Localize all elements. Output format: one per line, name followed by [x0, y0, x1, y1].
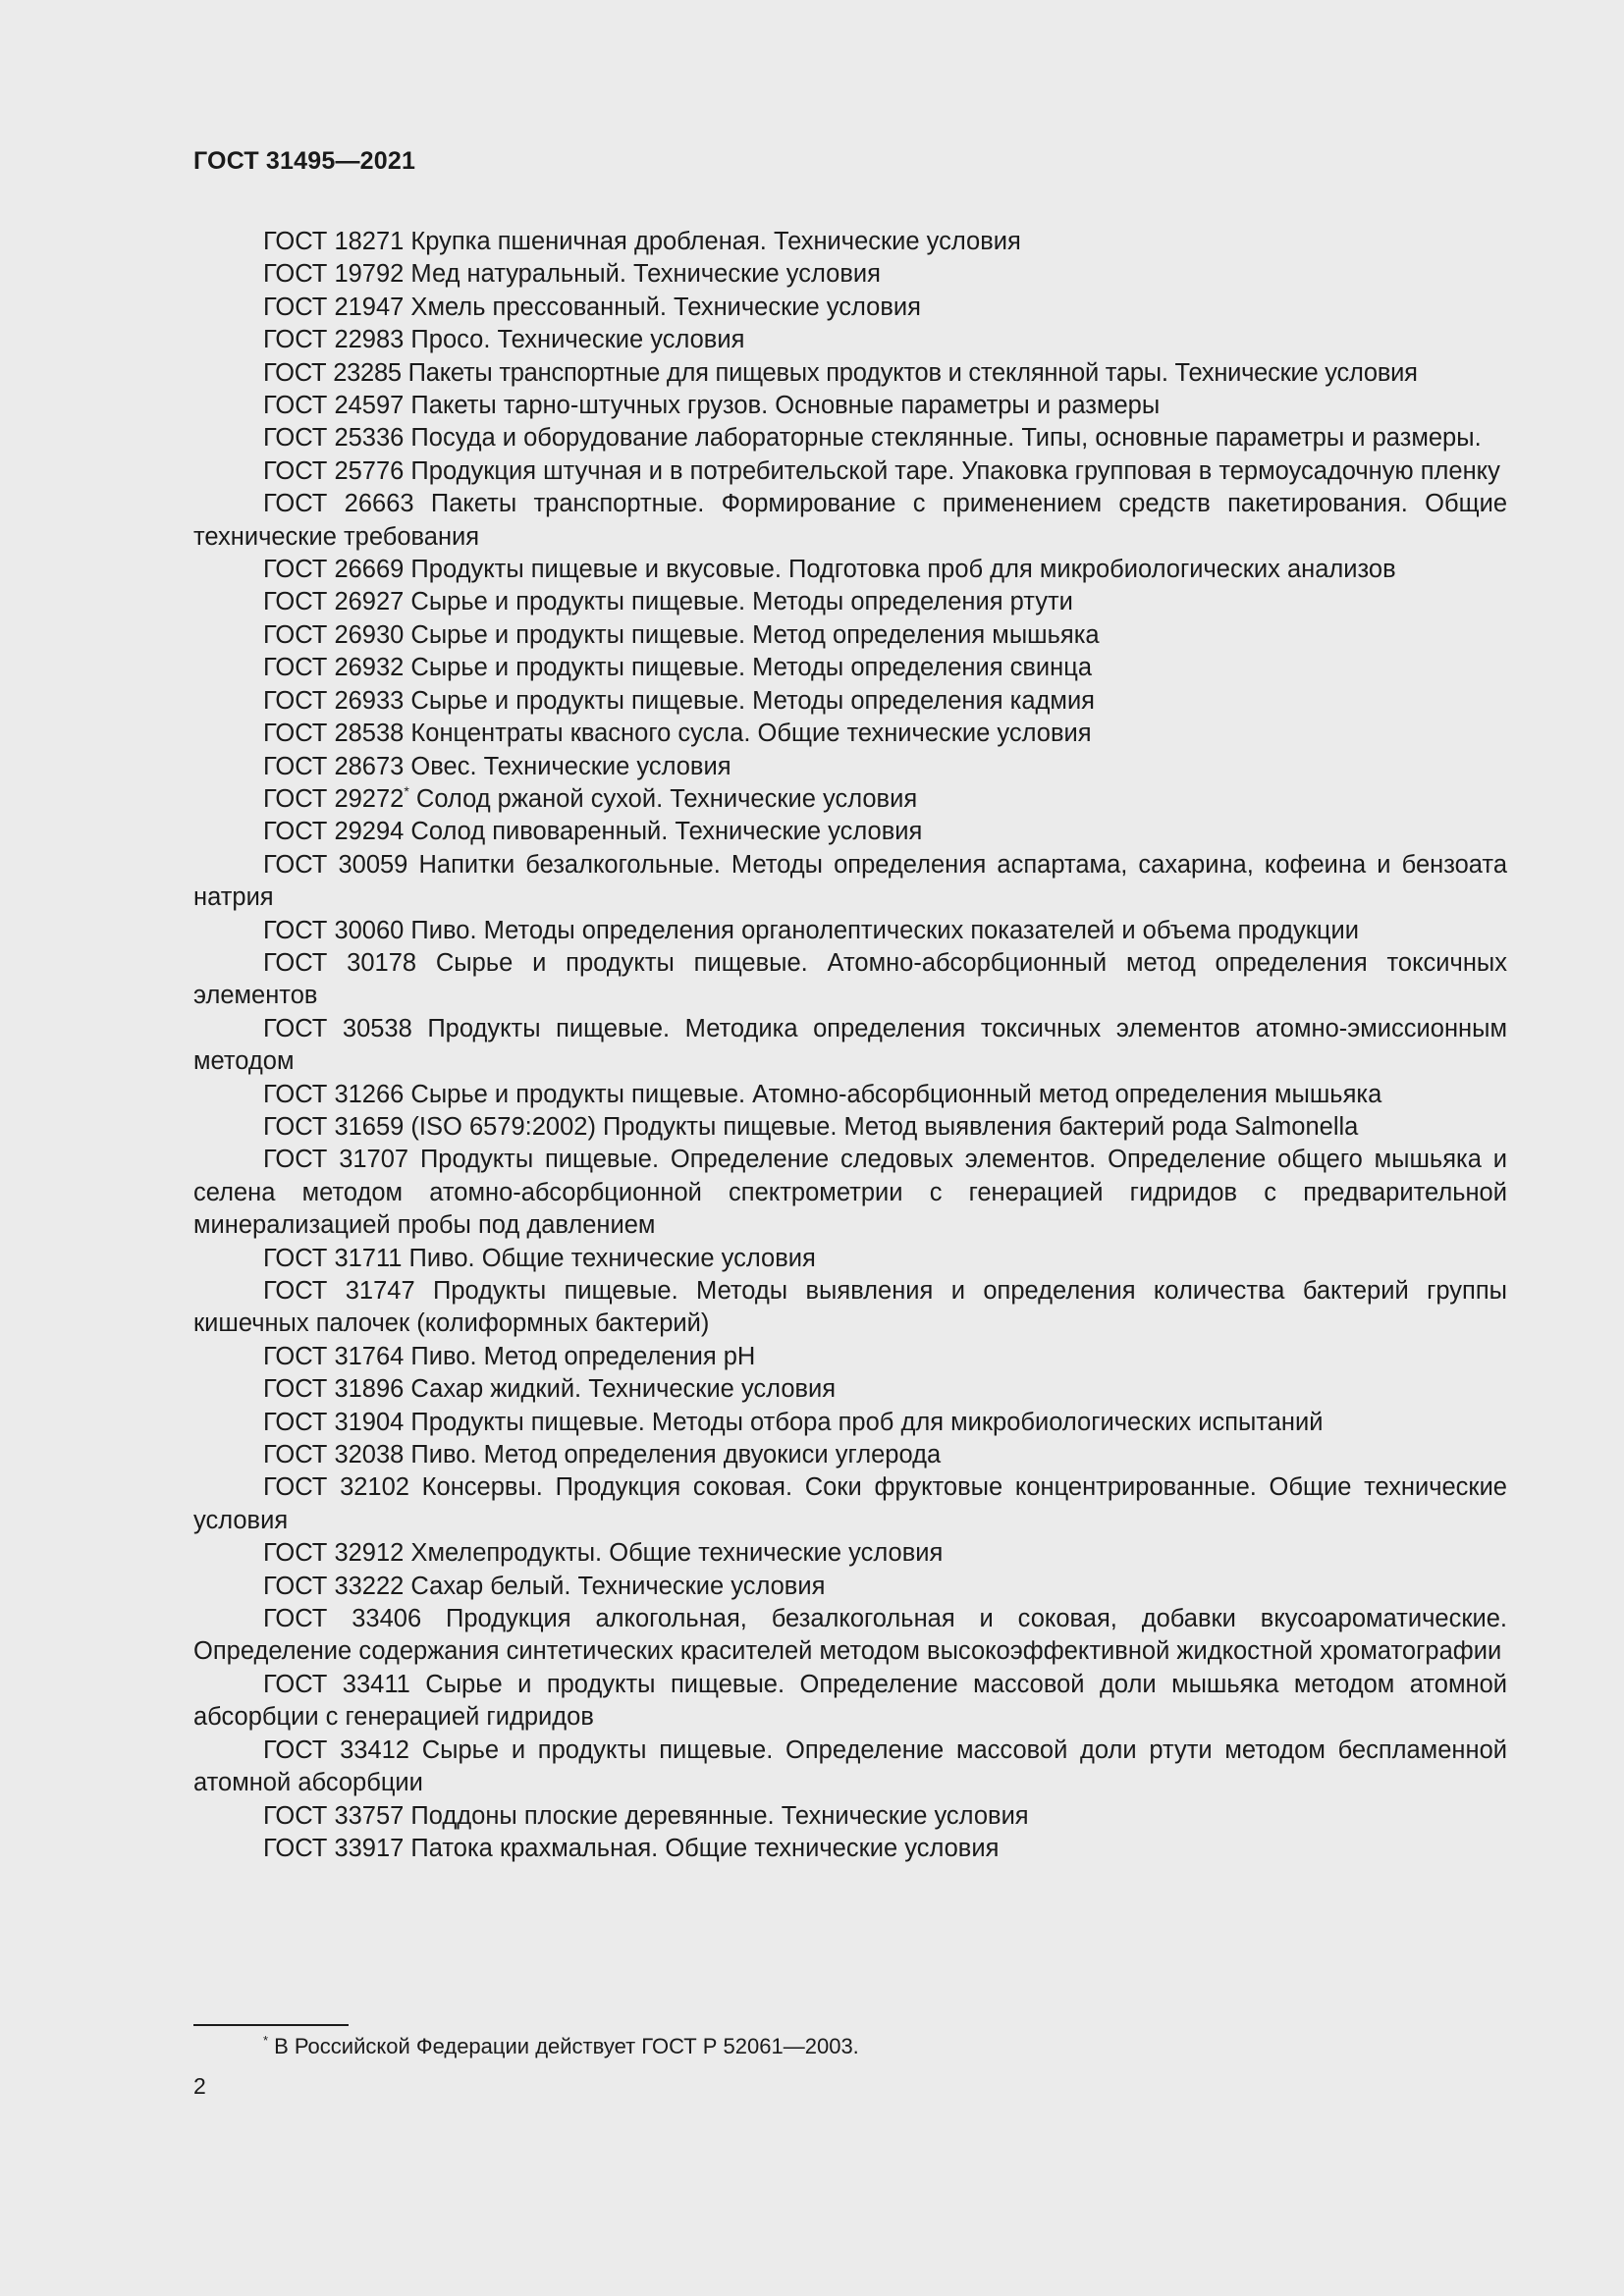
reference-item: ГОСТ 33412 Сырье и продукты пищевые. Определение массовой доли ртути методом беспламенной атомной абсорбции	[193, 1735, 1507, 1797]
reference-item: ГОСТ 32912 Хмелепродукты. Общие технические условия	[263, 1539, 944, 1568]
reference-title: Солод ржаной сухой. Технические условия	[408, 784, 918, 813]
reference-item: ГОСТ 26930 Сырье и продукты пищевые. Метод определения мышьяка	[263, 620, 1100, 649]
reference-item: ГОСТ 30059 Напитки безалкогольные. Методы определения аспартама, сахарина, кофеина и бензоата натрия	[193, 850, 1507, 912]
reference-item: ГОСТ 33406 Продукция алкогольная, безалкогольная и соковая, добавки вкусоароматические. Определение содержания синтетических красителей методом высокоэффективной жидкостной хроматографии	[193, 1605, 1507, 1666]
footnote-divider	[193, 2024, 349, 2026]
page-number: 2	[193, 2073, 206, 2099]
footnote	[263, 2032, 859, 2061]
reference-item: ГОСТ 30060 Пиво. Методы определения органолептических показателей и объема продукции	[263, 916, 1360, 944]
reference-item: ГОСТ 31659 (ISO 6579:2002) Продукты пищевые. Метод выявления бактерий рода Salmonella	[263, 1112, 1359, 1141]
reference-item: ГОСТ 26927 Сырье и продукты пищевые. Методы определения ртути	[263, 588, 1073, 616]
reference-item: ГОСТ 19792 Мед натуральный. Технические условия	[263, 260, 881, 289]
reference-item: ГОСТ 32038 Пиво. Метод определения двуокиси углерода	[263, 1441, 942, 1469]
reference-item-with-footnote	[193, 783, 1507, 816]
document-header: ГОСТ 31495—2021	[193, 147, 416, 175]
reference-item: ГОСТ 33411 Сырье и продукты пищевые. Определение массовой доли мышьяка методом атомной абсорбции с генерацией гидридов	[193, 1670, 1507, 1732]
reference-item: ГОСТ 25336 Посуда и оборудование лабораторные стеклянные. Типы, основные параметры и размеры.	[263, 424, 1482, 453]
reference-item: ГОСТ 33222 Сахар белый. Технические условия	[263, 1572, 826, 1600]
reference-item: ГОСТ 31711 Пиво. Общие технические условия	[263, 1244, 816, 1272]
reference-item: ГОСТ 32102 Консервы. Продукция соковая. Соки фруктовые концентрированные. Общие технические условия	[193, 1473, 1507, 1534]
reference-item: ГОСТ 21947 Хмель прессованный. Технические условия	[263, 293, 921, 321]
reference-item: ГОСТ 28538 Концентраты квасного сусла. Общие технические условия	[263, 720, 1092, 748]
reference-item: ГОСТ 31707 Продукты пищевые. Определение следовых элементов. Определение общего мышьяка и селена методом атомно-абсорбционной спектрометрии с генерацией гидридов с предварительной минерализацией пробы под давлением	[193, 1146, 1507, 1240]
reference-item: ГОСТ 18271 Крупка пшеничная дробленая. Технические условия	[263, 228, 1021, 255]
reference-item: ГОСТ 24597 Пакеты тарно-штучных грузов. Основные параметры и размеры	[263, 392, 1161, 420]
footnote-text: В Российской Федерации действует ГОСТ Р 52061—2003.	[274, 2034, 859, 2058]
reference-item: ГОСТ 23285 Пакеты транспортные для пищевых продуктов и стеклянной тары. Технические условия	[263, 358, 1418, 387]
reference-item: ГОСТ 31747 Продукты пищевые. Методы выявления и определения количества бактерий группы кишечных палочек (колиформных бактерий)	[193, 1277, 1507, 1338]
reference-item: ГОСТ 31896 Сахар жидкий. Технические условия	[263, 1375, 837, 1404]
footnote-mark: *	[404, 782, 409, 799]
reference-item: ГОСТ 30178 Сырье и продукты пищевые. Атомно-абсорбционный метод определения токсичных элементов	[193, 948, 1507, 1010]
reference-item: ГОСТ 31904 Продукты пищевые. Методы отбора проб для микробиологических испытаний	[263, 1408, 1324, 1436]
reference-item: ГОСТ 31266 Сырье и продукты пищевые. Атомно-абсорбционный метод определения мышьяка	[263, 1080, 1382, 1108]
reference-item: ГОСТ 26933 Сырье и продукты пищевые. Методы определения кадмия	[263, 686, 1095, 715]
reference-item: ГОСТ 26663 Пакеты транспортные. Формирование с применением средств пакетирования. Общие технические требования	[193, 490, 1507, 551]
reference-item: ГОСТ 33917 Патока крахмальная. Общие технические условия	[263, 1834, 1000, 1862]
reference-item: ГОСТ 31764 Пиво. Метод определения pH	[263, 1342, 756, 1370]
reference-item: ГОСТ 26669 Продукты пищевые и вкусовые. Подготовка проб для микробиологических анализов	[263, 556, 1396, 584]
footnote-mark: *	[263, 2033, 269, 2048]
reference-item: ГОСТ 26932 Сырье и продукты пищевые. Методы определения свинца	[263, 654, 1093, 682]
reference-item: ГОСТ 22983 Просо. Технические условия	[263, 326, 745, 354]
normative-references-list	[193, 226, 1507, 1865]
reference-item: ГОСТ 29294 Солод пивоваренный. Технические условия	[263, 818, 923, 846]
reference-code: ГОСТ 29272	[263, 784, 405, 813]
reference-item: ГОСТ 30538 Продукты пищевые. Методика определения токсичных элементов атомно-эмиссионным методом	[193, 1014, 1507, 1076]
reference-item: ГОСТ 33757 Поддоны плоские деревянные. Технические условия	[263, 1801, 1029, 1830]
reference-item: ГОСТ 28673 Овес. Технические условия	[263, 752, 731, 780]
reference-item: ГОСТ 25776 Продукция штучная и в потребительской таре. Упаковка групповая в термоусадочную пленку	[263, 456, 1500, 485]
